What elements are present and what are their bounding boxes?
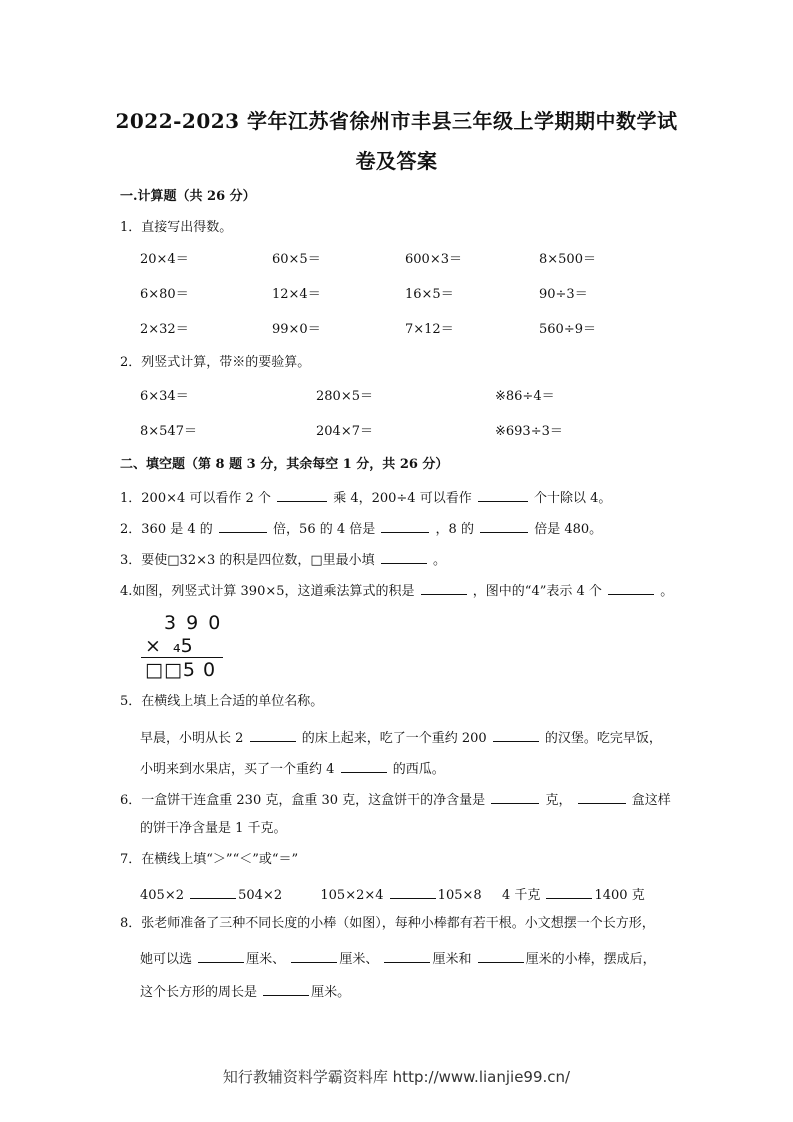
- answer-blank[interactable]: [198, 948, 244, 963]
- q1-item: 8×500＝: [539, 252, 596, 267]
- fill-q8-line2: [140, 948, 656, 969]
- fill-q7: [140, 884, 645, 905]
- q7-text-b: 504×2: [238, 888, 283, 903]
- answer-blank[interactable]: [480, 518, 528, 533]
- q1-item: 6×80＝: [140, 287, 189, 302]
- footer-watermark: 知行教辅资料学霸资料库 http://www.lianjie99.cn/: [222, 1068, 571, 1086]
- q8-text-f: 厘米的小棒，摆成后，: [525, 952, 656, 967]
- q2-item: 204×7＝: [316, 424, 373, 439]
- answer-blank[interactable]: [493, 727, 539, 742]
- fill-q3: [120, 549, 446, 570]
- q7-text-c: 105×2×4: [320, 888, 384, 903]
- answer-blank[interactable]: [190, 884, 236, 899]
- answer-blank[interactable]: [390, 884, 436, 899]
- q8-text-g: 这个长方形的周长是: [140, 985, 258, 1000]
- vertical-rule: [141, 657, 223, 658]
- answer-blank[interactable]: [381, 549, 427, 564]
- section-1-heading: 一.计算题（共 26 分）: [120, 189, 256, 204]
- q8-text-e: 厘米和: [432, 952, 472, 967]
- q2-item: ※693÷3＝: [495, 424, 563, 439]
- q1-item: 99×0＝: [272, 322, 321, 337]
- q3-text-b: 。: [432, 553, 446, 568]
- section-2-heading: 二、填空题（第 8 题 3 分，其余每空 1 分，共 26 分）: [120, 457, 449, 472]
- q1-item: 90÷3＝: [539, 287, 588, 302]
- answer-blank[interactable]: [478, 487, 528, 502]
- q5-text-b: 的床上起来，吃了一个重约 200: [301, 731, 487, 746]
- fill-q2: [120, 518, 602, 539]
- q1-item: 2×32＝: [140, 322, 189, 337]
- fill-q4: [120, 580, 673, 601]
- q1-item: 16×5＝: [405, 287, 454, 302]
- fill-q6-line1: [120, 789, 671, 810]
- vertical-row-3: □□5 0: [145, 659, 217, 681]
- vertical-row-1: 3 9 0: [164, 612, 223, 634]
- fill-q5-line2: [140, 758, 445, 779]
- q2-text-a: 2．360 是 4 的: [120, 522, 213, 537]
- q2-text-d: 倍是 480。: [534, 522, 603, 537]
- fill-q1: [120, 487, 611, 508]
- fill-q8-line3: [140, 981, 350, 1002]
- q7-prompt: 7．在横线上填“＞”“＜”或“＝”: [120, 852, 299, 867]
- answer-blank[interactable]: [546, 884, 592, 899]
- q8-text-a: 8．张老师准备了三种不同长度的小棒（如图），每种小棒都有若干根。小文想摆一个长方形，: [120, 916, 655, 931]
- document-title-line-2: 卷及答案: [355, 149, 438, 173]
- answer-blank[interactable]: [341, 758, 387, 773]
- q1-item: 600×3＝: [405, 252, 462, 267]
- q1-item: 560÷9＝: [539, 322, 596, 337]
- q6-text-c: 盒这样: [631, 793, 671, 808]
- q4-text-a: 4.如图，列竖式计算 390×5，这道乘法算式的积是: [120, 584, 415, 599]
- q4-text-c: 。: [660, 584, 674, 599]
- q2-item: ※86÷4＝: [495, 389, 555, 404]
- answer-blank[interactable]: [421, 580, 467, 595]
- q2-prompt: 2．列竖式计算，带※的要验算。: [120, 355, 311, 370]
- q1-text-a: 1．200×4 可以看作 2 个: [120, 491, 271, 506]
- q5-text-a: 早晨，小明从长 2: [140, 731, 244, 746]
- q8-text-c: 厘米、: [246, 952, 286, 967]
- q5-prompt: 5．在横线上填上合适的单位名称。: [120, 694, 324, 709]
- q3-text-a: 3．要使□32×3 的积是四位数，□里最小填: [120, 553, 375, 568]
- answer-blank[interactable]: [608, 580, 654, 595]
- q2-item: 6×34＝: [140, 389, 189, 404]
- q7-text-f: 1400 克: [594, 888, 645, 903]
- q6-text-a: 6．一盒饼干连盒重 230 克，盒重 30 克，这盒饼干的净含量是: [120, 793, 486, 808]
- answer-blank[interactable]: [491, 789, 539, 804]
- q5-text-c: 的汉堡。吃完早饭，: [544, 731, 662, 746]
- q2-text-b: 倍，56 的 4 倍是: [273, 522, 376, 537]
- q6-text-d: 的饼干净含量是 1 千克。: [140, 821, 287, 836]
- answer-blank[interactable]: [291, 948, 337, 963]
- q1-item: 12×4＝: [272, 287, 321, 302]
- q1-item: 20×4＝: [140, 252, 189, 267]
- vertical-row-2: × ₄5: [145, 635, 193, 657]
- q7-text-d: 105×8: [437, 888, 482, 903]
- q4-text-b: ，图中的“4”表示 4 个: [472, 584, 602, 599]
- q8-text-b: 她可以选: [140, 952, 193, 967]
- q1-prompt: 1．直接写出得数。: [120, 220, 233, 235]
- answer-blank[interactable]: [381, 518, 429, 533]
- q1-item: 7×12＝: [405, 322, 454, 337]
- q1-text-c: 个十除以 4。: [534, 491, 612, 506]
- q2-item: 280×5＝: [316, 389, 373, 404]
- q6-text-b: 克，: [545, 793, 572, 808]
- q7-text-a: 405×2: [140, 888, 184, 903]
- answer-blank[interactable]: [277, 487, 327, 502]
- answer-blank[interactable]: [250, 727, 296, 742]
- answer-blank[interactable]: [478, 948, 524, 963]
- q8-text-d: 厘米、: [339, 952, 379, 967]
- q1-item: 60×5＝: [272, 252, 321, 267]
- q8-text-h: 厘米。: [311, 985, 351, 1000]
- answer-blank[interactable]: [578, 789, 626, 804]
- answer-blank[interactable]: [219, 518, 267, 533]
- q2-text-c: ，8 的: [435, 522, 474, 537]
- q7-text-e: 4 千克: [501, 888, 541, 903]
- answer-blank[interactable]: [384, 948, 430, 963]
- document-title-line-1: 2022-2023 学年江苏省徐州市丰县三年级上学期期中数学试: [115, 109, 678, 133]
- answer-blank[interactable]: [263, 981, 309, 996]
- q5-text-d: 小明来到水果店，买了一个重约 4: [140, 762, 335, 777]
- fill-q5-line1: [140, 727, 662, 748]
- q5-text-e: 的西瓜。: [392, 762, 445, 777]
- q1-text-b: 乘 4，200÷4 可以看作: [333, 491, 472, 506]
- q2-item: 8×547＝: [140, 424, 197, 439]
